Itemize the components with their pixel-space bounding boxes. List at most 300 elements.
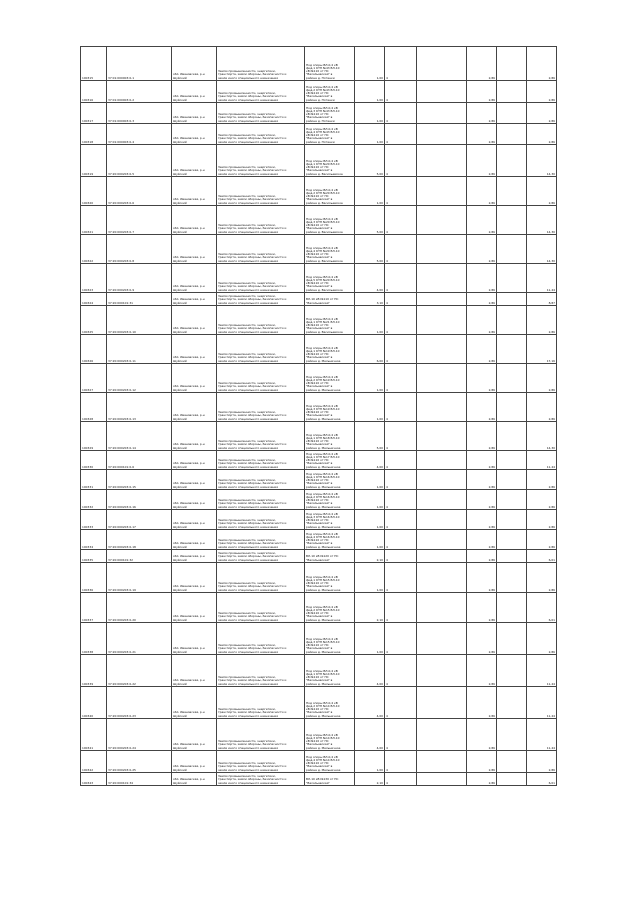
unit-cell: 4 — [385, 81, 417, 103]
land-plot-table — [80, 46, 557, 786]
total-cell: 6,01 — [527, 550, 557, 563]
cadastral-number-cell: 37:20:000203:0-15 — [107, 470, 172, 490]
permitted-use-cell: Под опоры ВЛ-0,4 кВ фид.3 КТП №43 ВЛ-10 кВ №110 от ПС "Васильевская" в районе д. Потанки — [305, 103, 355, 124]
row-id-cell: 100331 — [81, 470, 107, 490]
table-row — [81, 563, 557, 593]
row-id-cell: 100339 — [81, 655, 107, 687]
empty-cell — [417, 145, 467, 177]
cadastral-number-cell: 37:01:000003:0-2 — [107, 81, 172, 103]
cadastral-number-cell: 37:20:000203:0-13 — [107, 393, 172, 422]
table-row — [81, 623, 557, 655]
empty-cell — [417, 593, 467, 623]
cadastral-number-cell: 37:20:000203:0-7 — [107, 206, 172, 235]
price-cell: 2,86 — [467, 687, 497, 719]
price-cell: 2,86 — [467, 364, 497, 393]
location-cell: обл. Ивановская, р-н Шуйский — [172, 235, 217, 264]
permitted-use-cell: Под опоры ВЛ-0,4 кВ фид.2 КТП №20 ВЛ-10 кВ №110 от ПС "Васильевская" в районе д. Васильевское — [305, 177, 355, 206]
cadastral-number-cell: 37:20:000203:0-6 — [107, 177, 172, 206]
total-cell: 14,30 — [527, 235, 557, 264]
area-cell: 1,00 — [355, 81, 385, 103]
permitted-use-cell: Под опоры ВЛ-0,4 кВ фид.4 КТП №14 ВЛ-10 кВ №110 от ПС "Васильевская" в районе д. Мельничное — [305, 751, 355, 773]
unit-cell: 4 — [385, 470, 417, 490]
table-row — [81, 335, 557, 364]
permitted-use-cell: ВЛ-10 кВ №120 от ПС "Васильевская" — [305, 550, 355, 563]
permitted-use-cell: Под опоры ВЛ-0,4 кВ фид.1 КТП №17 ВЛ-10 кВ №110 от ПС "Васильевская" в районе д. Мельничное — [305, 451, 355, 470]
row-id-cell: 100315 — [81, 47, 107, 81]
empty-cell — [417, 177, 467, 206]
location-cell: обл. Ивановская, р-н Шуйский — [172, 81, 217, 103]
price-cell: 2,86 — [467, 335, 497, 364]
total-cell: 17,16 — [527, 335, 557, 364]
price-cell: 2,86 — [467, 422, 497, 451]
location-cell: обл. Ивановская, р-н Шуйский — [172, 563, 217, 593]
location-cell: обл. Ивановская, р-н Шуйский — [172, 530, 217, 550]
land-category-cell: Земли промышленности, энергетики, транспорта, земли обороны, безопасности и земли иного специального назначения — [217, 451, 305, 470]
table-row — [81, 235, 557, 264]
row-id-cell: 100316 — [81, 81, 107, 103]
total-cell: 6,01 — [527, 593, 557, 623]
total-cell: 11,44 — [527, 719, 557, 751]
empty-cell — [497, 393, 527, 422]
area-cell: 1,00 — [355, 103, 385, 124]
permitted-use-cell: ВЛ-10 кВ №130 от ПС "Васильевская" — [305, 773, 355, 786]
total-cell: 11,44 — [527, 687, 557, 719]
cadastral-number-cell: 37:20:000203:0-24 — [107, 719, 172, 751]
cadastral-number-cell: 37:20:000203:0-20 — [107, 593, 172, 623]
unit-cell: 4 — [385, 177, 417, 206]
total-cell: 11,44 — [527, 264, 557, 293]
table-row — [81, 306, 557, 335]
empty-cell — [497, 510, 527, 530]
price-cell: 2,86 — [467, 264, 497, 293]
location-cell: обл. Ивановская, р-н Шуйский — [172, 751, 217, 773]
row-id-cell: 100342 — [81, 751, 107, 773]
unit-cell: 4 — [385, 103, 417, 124]
permitted-use-cell: Под опоры ВЛ-0,4 кВ фид.2 КТП №14 ВЛ-10 кВ №110 от ПС "Васильевская" в районе д. Мельничное — [305, 687, 355, 719]
location-cell: обл. Ивановская, р-н Шуйский — [172, 470, 217, 490]
row-id-cell: 100336 — [81, 563, 107, 593]
permitted-use-cell: Под опоры ВЛ-0,4 кВ фид.1 КТП №21 ВЛ-10 кВ №110 от ПС "Васильевская" в районе д. Васильевское — [305, 306, 355, 335]
price-cell: 2,86 — [467, 451, 497, 470]
land-category-cell: Земли промышленности, энергетики, транспорта, земли обороны, безопасности и земли иного специального назначения — [217, 655, 305, 687]
empty-cell — [497, 719, 527, 751]
permitted-use-cell: Под опоры ВЛ-0,4 кВ фид.1 КТП №43 ВЛ-10 кВ №110 от ПС "Васильевская" в районе д. Потанки — [305, 47, 355, 81]
empty-cell — [497, 563, 527, 593]
location-cell: обл. Ивановская, р-н Шуйский — [172, 593, 217, 623]
location-cell: обл. Ивановская, р-н Шуйский — [172, 719, 217, 751]
cadastral-number-cell: 37:20:000203:0-22 — [107, 655, 172, 687]
location-cell: обл. Ивановская, р-н Шуйский — [172, 550, 217, 563]
location-cell: обл. Ивановская, р-н Шуйский — [172, 103, 217, 124]
unit-cell: 4 — [385, 335, 417, 364]
total-cell: 2,86 — [527, 510, 557, 530]
row-id-cell: 100326 — [81, 335, 107, 364]
empty-cell — [497, 293, 527, 306]
unit-cell: 4 — [385, 47, 417, 81]
empty-cell — [497, 422, 527, 451]
location-cell: обл. Ивановская, р-н Шуйский — [172, 687, 217, 719]
total-cell: 2,86 — [527, 393, 557, 422]
row-id-cell: 100337 — [81, 593, 107, 623]
price-cell: 2,86 — [467, 145, 497, 177]
location-cell: обл. Ивановская, р-н Шуйский — [172, 177, 217, 206]
table-row — [81, 145, 557, 177]
location-cell: обл. Ивановская, р-н Шуйский — [172, 364, 217, 393]
area-cell: 1,00 — [355, 623, 385, 655]
permitted-use-cell: Под опоры ВЛ-0,4 кВ фид.2 КТП №43 ВЛ-10 кВ №110 от ПС "Васильевская" в районе д. Потанки — [305, 81, 355, 103]
area-cell: 1,00 — [355, 47, 385, 81]
permitted-use-cell: Под опоры ВЛ-0,4 кВ фид.3 КТП №14 ВЛ-10 кВ №110 от ПС "Васильевская" в районе д. Мельничное — [305, 719, 355, 751]
empty-cell — [417, 306, 467, 335]
empty-cell — [497, 751, 527, 773]
area-cell: 5,00 — [355, 206, 385, 235]
row-id-cell: 100343 — [81, 773, 107, 786]
empty-cell — [497, 623, 527, 655]
total-cell: 2,86 — [527, 103, 557, 124]
table-row — [81, 550, 557, 563]
permitted-use-cell: Под опоры ВЛ-0,4 кВ фид.1 КТП №14 ВЛ-10 кВ №110 от ПС "Васильевская" в районе д. Мельничное — [305, 655, 355, 687]
price-cell: 2,86 — [467, 593, 497, 623]
price-cell: 2,86 — [467, 490, 497, 510]
empty-cell — [497, 490, 527, 510]
cadastral-number-cell: 37:20:000203:0-23 — [107, 687, 172, 719]
area-cell: 4,00 — [355, 687, 385, 719]
total-cell: 2,86 — [527, 47, 557, 81]
row-id-cell: 100327 — [81, 364, 107, 393]
empty-cell — [497, 81, 527, 103]
land-category-cell: Земли промышленности, энергетики, транспорта, земли обороны, безопасности и земли иного специального назначения — [217, 563, 305, 593]
empty-cell — [417, 293, 467, 306]
empty-cell — [417, 364, 467, 393]
permitted-use-cell: Под опоры ВЛ-0,4 кВ фид.2 КТП №15 ВЛ-10 кВ №110 от ПС "Васильевская" в районе д. Мельничное — [305, 593, 355, 623]
cadastral-number-cell: 37:01:000003:0-1 — [107, 47, 172, 81]
row-id-cell: 100323 — [81, 264, 107, 293]
total-cell: 14,30 — [527, 145, 557, 177]
cadastral-number-cell: 37:20:000101:31 — [107, 293, 172, 306]
permitted-use-cell: Под опоры ВЛ-0,4 кВ фид.5 КТП №20 ВЛ-10 кВ №110 от ПС "Васильевская" в районе д. Васильевское — [305, 264, 355, 293]
area-cell: 1,00 — [355, 177, 385, 206]
empty-cell — [417, 124, 467, 145]
area-cell: 1,00 — [355, 124, 385, 145]
cadastral-number-cell: 37:20:000203:0-25 — [107, 751, 172, 773]
permitted-use-cell: Под опоры ВЛ-0,4 кВ фид.1 КТП №18 ВЛ-10 кВ №110 от ПС "Васильевская" в районе д. Мельничное — [305, 422, 355, 451]
total-cell: 11,44 — [527, 451, 557, 470]
land-category-cell: Земли промышленности, энергетики, транспорта, земли обороны, безопасности и земли иного специального назначения — [217, 687, 305, 719]
unit-cell: 4 — [385, 145, 417, 177]
price-cell: 2,86 — [467, 177, 497, 206]
table-row — [81, 470, 557, 490]
area-cell: 6,00 — [355, 335, 385, 364]
location-cell: обл. Ивановская, р-н Шуйский — [172, 422, 217, 451]
table-row — [81, 103, 557, 124]
unit-cell: 4 — [385, 264, 417, 293]
permitted-use-cell: Под опоры ВЛ-0,4 кВ фид.1 КТП №19 ВЛ-10 кВ №110 от ПС "Васильевская" в районе д. Мельничное — [305, 335, 355, 364]
empty-cell — [497, 655, 527, 687]
table-row — [81, 719, 557, 751]
empty-cell — [497, 773, 527, 786]
cadastral-number-cell: 37:20:000203:0-10 — [107, 306, 172, 335]
area-cell: 1,00 — [355, 510, 385, 530]
area-cell: 5,00 — [355, 235, 385, 264]
unit-cell: 4 — [385, 451, 417, 470]
unit-cell: 4 — [385, 593, 417, 623]
area-cell: 1,00 — [355, 563, 385, 593]
empty-cell — [417, 235, 467, 264]
empty-cell — [417, 103, 467, 124]
total-cell: 14,30 — [527, 206, 557, 235]
empty-cell — [417, 687, 467, 719]
total-cell: 2,86 — [527, 563, 557, 593]
unit-cell: 4 — [385, 623, 417, 655]
table-row — [81, 124, 557, 145]
price-cell: 2,86 — [467, 124, 497, 145]
area-cell: 1,00 — [355, 530, 385, 550]
row-id-cell: 100325 — [81, 306, 107, 335]
land-category-cell: Земли промышленности, энергетики, транспорта, земли обороны, безопасности и земли иного специального назначения — [217, 177, 305, 206]
table-row — [81, 773, 557, 786]
table-row — [81, 264, 557, 293]
empty-cell — [497, 145, 527, 177]
empty-cell — [497, 687, 527, 719]
unit-cell: 4 — [385, 751, 417, 773]
area-cell: 1,00 — [355, 364, 385, 393]
table-row — [81, 177, 557, 206]
row-id-cell: 100333 — [81, 510, 107, 530]
unit-cell: 4 — [385, 206, 417, 235]
unit-cell: 4 — [385, 306, 417, 335]
row-id-cell: 100319 — [81, 145, 107, 177]
permitted-use-cell: Под опоры ВЛ-0,4 кВ фид.4 КТП №20 ВЛ-10 кВ №110 от ПС "Васильевская" в районе д. Васильевское — [305, 235, 355, 264]
cadastral-number-cell: 37:20:000101:32 — [107, 550, 172, 563]
cadastral-number-cell: 37:01:000003:0-3 — [107, 103, 172, 124]
row-id-cell: 100334 — [81, 530, 107, 550]
permitted-use-cell: Под опоры ВЛ-0,4 кВ фид.4 КТП №16 ВЛ-10 кВ №110 от ПС "Васильевская" в районе д. Мельничное — [305, 530, 355, 550]
table-row — [81, 47, 557, 81]
cadastral-number-cell: 37:20:000101:0-6 — [107, 451, 172, 470]
cadastral-number-cell: 37:20:000203:0-16 — [107, 490, 172, 510]
empty-cell — [497, 530, 527, 550]
permitted-use-cell: Под опоры ВЛ-0,4 кВ фид.1 КТП №16 ВЛ-10 кВ №110 от ПС "Васильевская" в районе д. Мельничное — [305, 470, 355, 490]
permitted-use-cell: Под опоры ВЛ-0,4 кВ фид.3 КТП №15 ВЛ-10 кВ №110 от ПС "Васильевская" в районе д. Мельничное — [305, 623, 355, 655]
empty-cell — [417, 490, 467, 510]
permitted-use-cell: Под опоры ВЛ-0,4 кВ фид.1 КТП №15 ВЛ-10 кВ №110 от ПС "Васильевская" в районе д. Мельничное — [305, 563, 355, 593]
location-cell: обл. Ивановская, р-н Шуйский — [172, 293, 217, 306]
empty-cell — [497, 206, 527, 235]
cadastral-number-cell: 37:20:000203:0-12 — [107, 364, 172, 393]
permitted-use-cell: Под опоры ВЛ-0,4 кВ фид.4 КТП №43 ВЛ-10 кВ №110 от ПС "Васильевская" в районе д. Потанки — [305, 124, 355, 145]
price-cell: 2,86 — [467, 550, 497, 563]
unit-cell: 4 — [385, 719, 417, 751]
price-cell: 2,86 — [467, 510, 497, 530]
empty-cell — [497, 550, 527, 563]
row-id-cell: 100328 — [81, 393, 107, 422]
empty-cell — [497, 451, 527, 470]
location-cell: обл. Ивановская, р-н Шуйский — [172, 47, 217, 81]
empty-cell — [497, 177, 527, 206]
table-row — [81, 293, 557, 306]
location-cell: обл. Ивановская, р-н Шуйский — [172, 306, 217, 335]
total-cell: 2,86 — [527, 364, 557, 393]
location-cell: обл. Ивановская, р-н Шуйский — [172, 655, 217, 687]
cadastral-number-cell: 37:20:000203:0-5 — [107, 145, 172, 177]
row-id-cell: 100338 — [81, 623, 107, 655]
empty-cell — [417, 623, 467, 655]
land-category-cell: Земли промышленности, энергетики, транспорта, земли обороны, безопасности и земли иного специального назначения — [217, 530, 305, 550]
table-row — [81, 530, 557, 550]
empty-cell — [417, 530, 467, 550]
price-cell: 2,86 — [467, 103, 497, 124]
empty-cell — [417, 655, 467, 687]
empty-cell — [417, 751, 467, 773]
total-cell: 2,86 — [527, 490, 557, 510]
unit-cell: 4 — [385, 124, 417, 145]
location-cell: обл. Ивановская, р-н Шуйский — [172, 206, 217, 235]
total-cell: 2,86 — [527, 470, 557, 490]
unit-cell: 4 — [385, 773, 417, 786]
table-body — [81, 47, 557, 786]
table-row — [81, 451, 557, 470]
empty-cell — [497, 306, 527, 335]
unit-cell: 4 — [385, 235, 417, 264]
empty-cell — [417, 563, 467, 593]
area-cell: 2,10 — [355, 773, 385, 786]
area-cell: 3,10 — [355, 293, 385, 306]
empty-cell — [417, 47, 467, 81]
area-cell: 1,00 — [355, 751, 385, 773]
unit-cell: 4 — [385, 687, 417, 719]
row-id-cell: 100324 — [81, 293, 107, 306]
row-id-cell: 100321 — [81, 206, 107, 235]
land-category-cell: Земли промышленности, энергетики, транспорта, земли обороны, безопасности и земли иного специального назначения — [217, 510, 305, 530]
total-cell: 2,86 — [527, 124, 557, 145]
land-category-cell: Земли промышленности, энергетики, транспорта, земли обороны, безопасности и земли иного специального назначения — [217, 145, 305, 177]
land-category-cell: Земли промышленности, энергетики, транспорта, земли обороны, безопасности и земли иного специального назначения — [217, 422, 305, 451]
cadastral-number-cell: 37:20:000203:0-9 — [107, 264, 172, 293]
total-cell: 14,30 — [527, 422, 557, 451]
land-category-cell: Земли промышленности, энергетики, транспорта, земли обороны, безопасности и земли иного специального назначения — [217, 206, 305, 235]
price-cell: 2,86 — [467, 563, 497, 593]
empty-cell — [497, 264, 527, 293]
land-category-cell: Земли промышленности, энергетики, транспорта, земли обороны, безопасности и земли иного специального назначения — [217, 470, 305, 490]
price-cell: 2,86 — [467, 751, 497, 773]
area-cell: 5,00 — [355, 145, 385, 177]
table-row — [81, 422, 557, 451]
price-cell: 2,86 — [467, 773, 497, 786]
row-id-cell: 100335 — [81, 550, 107, 563]
total-cell: 2,86 — [527, 751, 557, 773]
land-category-cell: Земли промышленности, энергетики, транспорта, земли обороны, безопасности и земли иного специального назначения — [217, 773, 305, 786]
row-id-cell: 100341 — [81, 719, 107, 751]
total-cell: 2,86 — [527, 623, 557, 655]
row-id-cell: 100330 — [81, 451, 107, 470]
unit-cell: 4 — [385, 490, 417, 510]
price-cell: 2,86 — [467, 530, 497, 550]
table-row — [81, 393, 557, 422]
unit-cell: 4 — [385, 293, 417, 306]
location-cell: обл. Ивановская, р-н Шуйский — [172, 490, 217, 510]
unit-cell: 4 — [385, 563, 417, 593]
location-cell: обл. Ивановская, р-н Шуйский — [172, 145, 217, 177]
price-cell: 2,86 — [467, 81, 497, 103]
location-cell: обл. Ивановская, р-н Шуйский — [172, 510, 217, 530]
land-category-cell: Земли промышленности, энергетики, транспорта, земли обороны, безопасности и земли иного специального назначения — [217, 235, 305, 264]
total-cell: 2,86 — [527, 177, 557, 206]
price-cell: 2,86 — [467, 235, 497, 264]
empty-cell — [417, 773, 467, 786]
unit-cell: 4 — [385, 510, 417, 530]
land-category-cell: Земли промышленности, энергетики, транспорта, земли обороны, безопасности и земли иного специального назначения — [217, 490, 305, 510]
unit-cell: 4 — [385, 393, 417, 422]
area-cell: 5,00 — [355, 422, 385, 451]
total-cell: 6,01 — [527, 773, 557, 786]
land-category-cell: Земли промышленности, энергетики, транспорта, земли обороны, безопасности и земли иного специального назначения — [217, 751, 305, 773]
land-category-cell: Земли промышленности, энергетики, транспорта, земли обороны, безопасности и земли иного специального назначения — [217, 623, 305, 655]
cadastral-number-cell: 37:20:000203:0-14 — [107, 422, 172, 451]
empty-cell — [417, 550, 467, 563]
price-cell: 2,86 — [467, 206, 497, 235]
table-row — [81, 206, 557, 235]
area-cell: 2,10 — [355, 550, 385, 563]
location-cell: обл. Ивановская, р-н Шуйский — [172, 773, 217, 786]
permitted-use-cell: Под опоры ВЛ-0,4 кВ фид.1 КТП №20 ВЛ-10 кВ №110 от ПС "Васильевская" в районе д. Васильевское — [305, 145, 355, 177]
empty-cell — [497, 47, 527, 81]
empty-cell — [497, 335, 527, 364]
empty-cell — [497, 103, 527, 124]
price-cell: 2,86 — [467, 719, 497, 751]
row-id-cell: 100320 — [81, 177, 107, 206]
table-row — [81, 655, 557, 687]
permitted-use-cell: Под опоры ВЛ-0,4 кВ фид.2 КТП №16 ВЛ-10 кВ №110 от ПС "Васильевская" в районе д. Мельничное — [305, 490, 355, 510]
empty-cell — [417, 81, 467, 103]
land-category-cell: Земли промышленности, энергетики, транспорта, земли обороны, безопасности и земли иного специального назначения — [217, 593, 305, 623]
total-cell: 2,86 — [527, 81, 557, 103]
area-cell: 4,00 — [355, 655, 385, 687]
cadastral-number-cell: 37:20:000203:0-18 — [107, 530, 172, 550]
land-category-cell: Земли промышленности, энергетики, транспорта, земли обороны, безопасности и земли иного специального назначения — [217, 264, 305, 293]
area-cell: 1,00 — [355, 393, 385, 422]
empty-cell — [417, 470, 467, 490]
area-cell: 1,00 — [355, 470, 385, 490]
unit-cell: 4 — [385, 655, 417, 687]
cadastral-number-cell: 37:20:000203:0-17 — [107, 510, 172, 530]
cadastral-number-cell: 37:20:000203:0-19 — [107, 563, 172, 593]
table-row — [81, 593, 557, 623]
table-row — [81, 751, 557, 773]
price-cell: 2,86 — [467, 393, 497, 422]
price-cell: 2,86 — [467, 470, 497, 490]
area-cell: 1,00 — [355, 490, 385, 510]
unit-cell: 4 — [385, 422, 417, 451]
table-row — [81, 364, 557, 393]
empty-cell — [417, 451, 467, 470]
cadastral-number-cell: 37:20:000203:0-11 — [107, 335, 172, 364]
cadastral-number-cell: 37:20:000203:0-21 — [107, 623, 172, 655]
permitted-use-cell: Под опоры ВЛ-0,4 кВ фид.2 КТП №19 ВЛ-10 кВ №110 от ПС "Васильевская" в районе д. Мельничное — [305, 364, 355, 393]
total-cell: 2,86 — [527, 530, 557, 550]
land-category-cell: Земли промышленности, энергетики, транспорта, земли обороны, безопасности и земли иного специального назначения — [217, 550, 305, 563]
row-id-cell: 100340 — [81, 687, 107, 719]
row-id-cell: 100318 — [81, 124, 107, 145]
empty-cell — [497, 235, 527, 264]
land-category-cell: Земли промышленности, энергетики, транспорта, земли обороны, безопасности и земли иного специального назначения — [217, 393, 305, 422]
location-cell: обл. Ивановская, р-н Шуйский — [172, 451, 217, 470]
empty-cell — [417, 264, 467, 293]
land-category-cell: Земли промышленности, энергетики, транспорта, земли обороны, безопасности и земли иного специального назначения — [217, 81, 305, 103]
location-cell: обл. Ивановская, р-н Шуйский — [172, 264, 217, 293]
location-cell: обл. Ивановская, р-н Шуйский — [172, 335, 217, 364]
table-row — [81, 81, 557, 103]
empty-cell — [417, 335, 467, 364]
